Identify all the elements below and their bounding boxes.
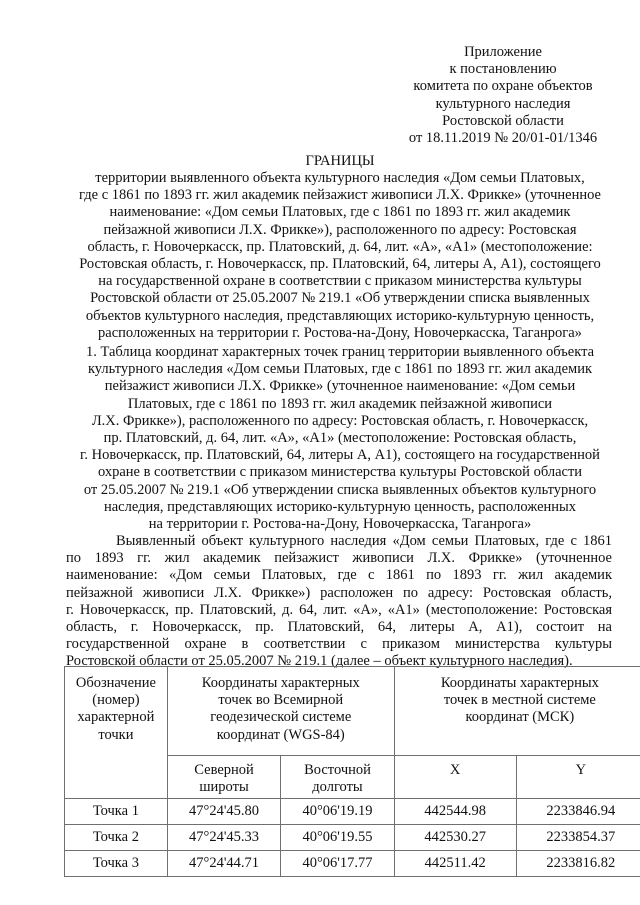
header-text: точек в местной системе bbox=[443, 692, 596, 709]
subheader-text: Восточной bbox=[304, 762, 371, 778]
header-text: координат (МСК) bbox=[465, 709, 575, 726]
table-title-line: культурного наследия «Дом семьи Платовых, где с 1861 по 1893 гг. жил академик bbox=[87, 361, 593, 378]
paragraph-line: по 1893 гг. жил академик пейзажист живописи Л.Х. Фрикке» (уточненное bbox=[66, 550, 612, 567]
description-line: наименование: «Дом семьи Платовых, где с 1861 по 1893 гг. жил академик bbox=[109, 204, 571, 221]
subheader-text: широты bbox=[199, 779, 249, 796]
appendix-line: от 18.11.2019 № 20/01-01/1346 bbox=[408, 130, 598, 147]
paragraph-line: наименование: «Дом семьи Платовых, где с 1861 по 1893 гг. жил академик bbox=[66, 567, 612, 584]
cell-point: Точка 3 bbox=[65, 851, 168, 877]
paragraph-line: г. Новочеркасск, пр. Платовский, д. 64, лит. «А», «А1» (местоположение: Ростовская bbox=[66, 601, 612, 618]
header-text: Обозначение bbox=[75, 675, 156, 691]
paragraph-line: область, г. Новочеркасск, пр. Платовский, 64, литеры А, А1), состоит на bbox=[66, 618, 612, 635]
appendix-line: Ростовской области bbox=[442, 112, 564, 129]
table-title-line: 1. Таблица координат характерных точек границ территории выявленного объекта bbox=[85, 344, 595, 360]
cell-x: 442530.27 bbox=[394, 825, 516, 851]
appendix-line: культурного наследия bbox=[435, 95, 571, 112]
description-line: территории выявленного объекта культурного наследия «Дом семьи Платовых, bbox=[95, 170, 585, 186]
paragraph-line: государственной охране в соответствии с приказом министерства культуры bbox=[66, 636, 612, 653]
header-text: точек во Всемирной bbox=[218, 692, 344, 709]
subheader-north bbox=[167, 756, 280, 799]
table-title-line: Л.Х. Фрикке»), расположенного по адресу: Ростовская область, г. Новочеркасск, bbox=[91, 412, 589, 429]
table-row bbox=[65, 799, 640, 825]
description-line: Ростовской области от 25.05.2007 № 219.1 «Об утверждении списка выявленных bbox=[90, 290, 590, 307]
description-line: расположенных на территории г. Ростова-на-Дону, Новочеркасска, Таганрога» bbox=[98, 324, 582, 341]
header-text: геодезической системе bbox=[210, 709, 352, 726]
cell-lat: 47°24'45.80 bbox=[167, 799, 280, 825]
header-text: Координаты характерных bbox=[201, 675, 360, 691]
appendix-line: к постановлению bbox=[449, 61, 557, 78]
header-text: точки bbox=[98, 726, 134, 743]
subheader-east bbox=[281, 756, 394, 799]
cell-y: 2233854.37 bbox=[516, 825, 640, 851]
header-designation bbox=[65, 667, 168, 799]
cell-x: 442544.98 bbox=[394, 799, 516, 825]
header-text: координат (WGS-84) bbox=[216, 726, 345, 743]
table-title-line: г. Новочеркасск, пр. Платовский, 64, литеры А, А1), состоящего на государственной bbox=[80, 447, 600, 464]
table-title-line: охране в соответствии с приказом министерства культуры Ростовской области bbox=[97, 464, 583, 481]
cell-point: Точка 2 bbox=[65, 825, 168, 851]
paragraph-line: пейзажной живописи Л.Х. Фрикке») расположен по адресу: Ростовская область, bbox=[66, 584, 612, 601]
table-row bbox=[65, 851, 640, 877]
subheader-text: долготы bbox=[312, 779, 363, 796]
table-header-row bbox=[65, 667, 640, 756]
header-text: (номер) bbox=[92, 692, 140, 709]
description-line: объектов культурного наследия, представляющих историко-культурную ценность, bbox=[85, 307, 595, 324]
appendix-line: Приложение bbox=[464, 44, 542, 60]
description-line: пейзажной живописи Л.Х. Фрикке»), расположенного по адресу: Ростовская bbox=[103, 221, 577, 238]
document-heading: ГРАНИЦЫ bbox=[305, 153, 375, 169]
appendix-block bbox=[380, 44, 626, 147]
coordinates-table bbox=[64, 666, 640, 877]
description-line: Ростовская область, г. Новочеркасск, пр. Платовский, 64, литеры А, А1), состоящего bbox=[79, 256, 601, 273]
subheader-y: Y bbox=[516, 756, 640, 799]
header-text: характерной bbox=[77, 709, 155, 726]
table-title-line: Платовых, где с 1861 по 1893 гг. жил академик пейзажной живописи bbox=[127, 395, 553, 412]
cell-point: Точка 1 bbox=[65, 799, 168, 825]
cell-lon: 40°06'17.77 bbox=[281, 851, 394, 877]
table-title-line: пейзажист живописи Л.Х. Фрикке» (уточненное наименование: «Дом семьи bbox=[104, 378, 576, 395]
cell-y: 2233816.82 bbox=[516, 851, 640, 877]
header-msk bbox=[394, 667, 640, 756]
appendix-line: комитета по охране объектов bbox=[413, 78, 593, 95]
description-line: область, г. Новочеркасск, пр. Платовский, д. 64, лит. «А», «А1» (местоположение: bbox=[87, 238, 593, 255]
table-title-line: на территории г. Ростова-на-Дону, Новочеркасска, Таганрога» bbox=[148, 516, 532, 533]
cell-lon: 40°06'19.19 bbox=[281, 799, 394, 825]
table-title-line: наследия, представляющих историко-культурную ценность, расположенных bbox=[103, 498, 577, 515]
table-row bbox=[65, 825, 640, 851]
header-text: Координаты характерных bbox=[440, 675, 599, 691]
table-title-line: пр. Платовский, д. 64, лит. «А», «А1» (местоположение: Ростовская область, bbox=[103, 430, 577, 447]
cell-lon: 40°06'19.55 bbox=[281, 825, 394, 851]
body-paragraph bbox=[66, 533, 612, 671]
paragraph-line: Ростовской области от 25.05.2007 № 219.1 (далее – объект культурного наследия). bbox=[66, 653, 573, 670]
table-title-line: от 25.05.2007 № 219.1 «Об утверждении списка выявленных объектов культурного bbox=[83, 481, 597, 498]
boundary-description bbox=[40, 170, 640, 342]
cell-lat: 47°24'44.71 bbox=[167, 851, 280, 877]
cell-lat: 47°24'45.33 bbox=[167, 825, 280, 851]
subheader-x: X bbox=[394, 756, 516, 799]
description-line: где с 1861 по 1893 гг. жил академик пейзажист живописи Л.Х. Фрикке» (уточненное bbox=[79, 187, 601, 204]
header-wgs84 bbox=[167, 667, 394, 756]
description-line: на государственной охране в соответствии с приказом министерства культуры bbox=[98, 273, 582, 290]
paragraph-line: Выявленный объект культурного наследия «Дом семьи Платовых, где с 1861 bbox=[116, 533, 612, 549]
cell-x: 442511.42 bbox=[394, 851, 516, 877]
subheader-text: Северной bbox=[194, 762, 254, 778]
table-title bbox=[40, 344, 640, 533]
cell-y: 2233846.94 bbox=[516, 799, 640, 825]
